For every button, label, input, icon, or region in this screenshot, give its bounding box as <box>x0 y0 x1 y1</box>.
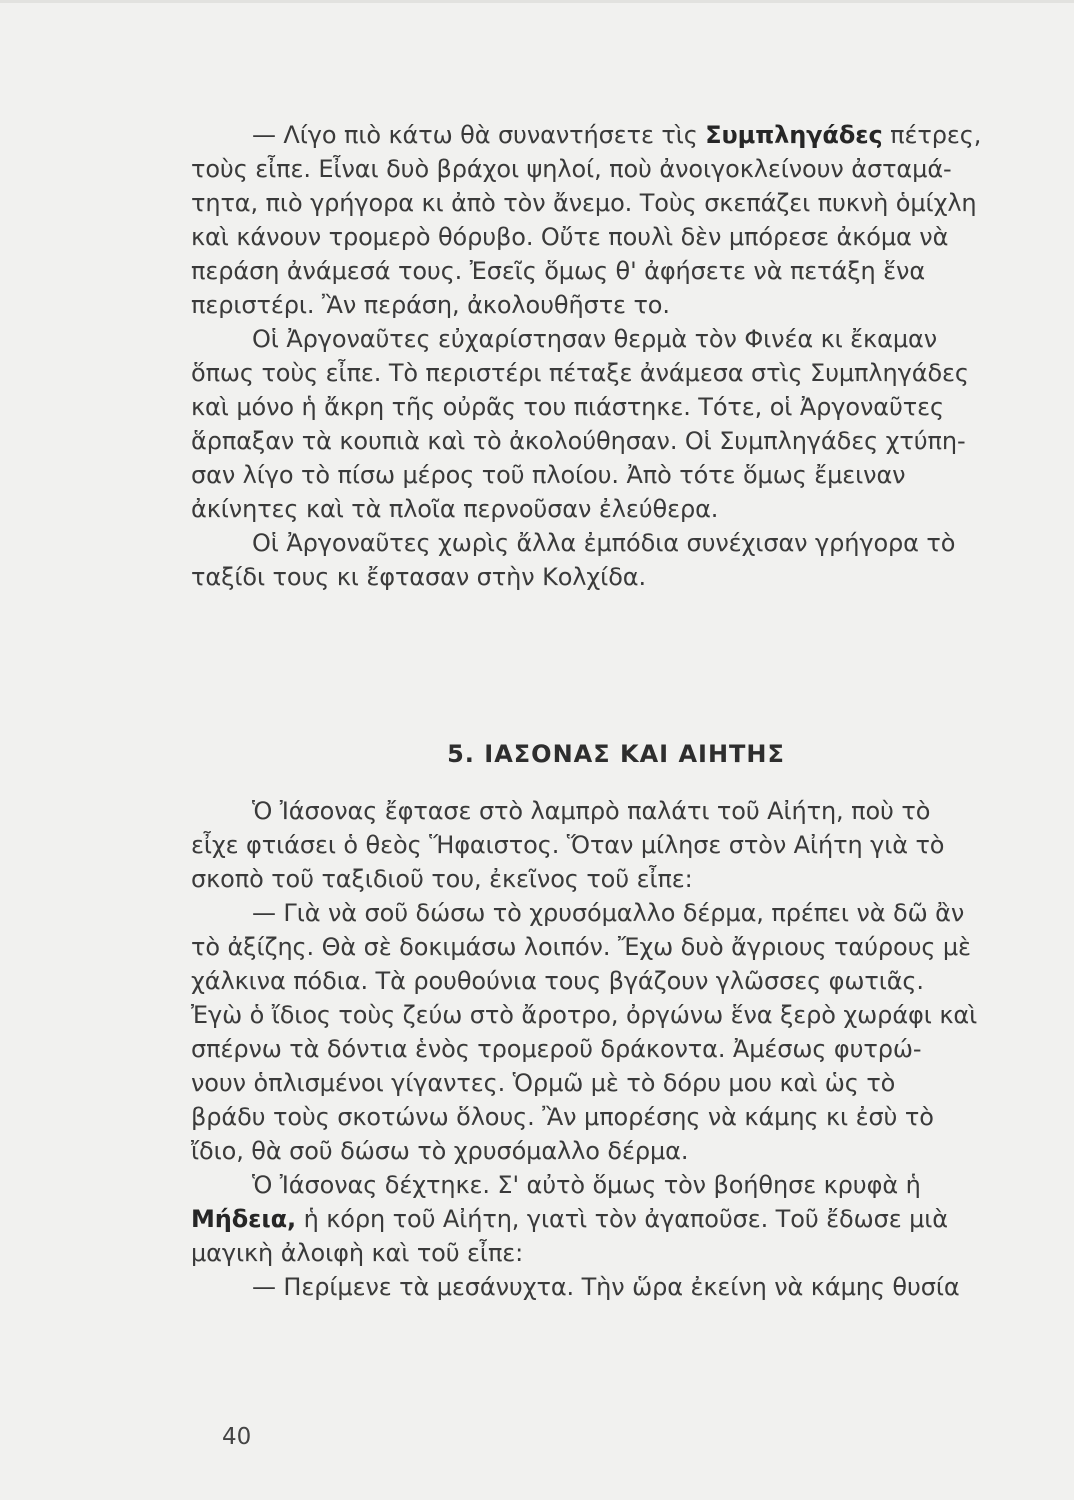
text-line: ἅρπαξαν τὰ κουπιὰ καὶ τὸ ἀκολούθησαν. Οἱ Συμπληγάδες χτύπη- <box>191 427 966 455</box>
text-line: Μήδεια, ἡ κόρη τοῦ Αἰήτη, γιατὶ τὸν ἀγαποῦσε. Τοῦ ἔδωσε μιὰ <box>191 1205 949 1233</box>
bold-term: Μήδεια, <box>191 1205 297 1233</box>
text-line: ἀκίνητες καὶ τὰ πλοῖα περνοῦσαν ἐλεύθερα. <box>191 495 719 523</box>
text-line: εἶχε φτιάσει ὁ θεὸς Ἥφαιστος. Ὅταν μίλησε στὸν Αἰήτη γιὰ τὸ <box>191 831 945 859</box>
text-line: — Περίμενε τὰ μεσάνυχτα. Τὴν ὥρα ἐκείνη νὰ κάμης θυσία <box>252 1273 960 1301</box>
text-line: Οἱ Ἀργοναῦτες εὐχαρίστησαν θερμὰ τὸν Φινέα κι ἔκαμαν <box>252 325 938 353</box>
scan-edge <box>0 0 1074 3</box>
text-line: Οἱ Ἀργοναῦτες χωρὶς ἄλλα ἐμπόδια συνέχισαν γρήγορα τὸ <box>252 529 956 557</box>
text-line: καὶ κάνουν τρομερὸ θόρυβο. Οὔτε πουλὶ δὲν μπόρεσε ἀκόμα νὰ <box>191 223 949 251</box>
top-text-block <box>191 118 1041 594</box>
text-line: περιστέρι. Ἂν περάση, ἀκολουθῆστε το. <box>191 291 670 319</box>
page-number: 40 <box>222 1424 252 1450</box>
text-line: σκοπὸ τοῦ ταξιδιοῦ του, ἐκεῖνος τοῦ εἶπε: <box>191 865 693 893</box>
text-line: Ὁ Ἰάσονας δέχτηκε. Σ' αὐτὸ ὅμως τὸν βοήθησε κρυφὰ ἡ <box>252 1171 921 1199</box>
text-line: χάλκινα πόδια. Τὰ ρουθούνια τους βγάζουν γλῶσσες φωτιᾶς. <box>191 967 924 995</box>
text-line: σπέρνω τὰ δόντια ἑνὸς τρομεροῦ δράκοντα. Ἀμέσως φυτρώ- <box>191 1035 922 1063</box>
text-line: ἴδιο, θὰ σοῦ δώσω τὸ χρυσόμαλλο δέρμα. <box>191 1137 689 1165</box>
text-line: νουν ὁπλισμένοι γίγαντες. Ὁρμῶ μὲ τὸ δόρυ μου καὶ ὡς τὸ <box>191 1069 896 1097</box>
text-line: βράδυ τοὺς σκοτώνω ὅλους. Ἂν μπορέσης νὰ κάμης κι ἐσὺ τὸ <box>191 1103 934 1131</box>
text-line: ὅπως τοὺς εἶπε. Τὸ περιστέρι πέταξε ἀνάμεσα στὶς Συμπληγάδες <box>191 359 969 387</box>
text-line: τὸ ἀξίζης. Θὰ σὲ δοκιμάσω λοιπόν. Ἔχω δυὸ ἄγριους ταύρους μὲ <box>191 933 971 961</box>
bold-term: Συμπληγάδες <box>705 121 883 149</box>
text-line: μαγικὴ ἀλοιφὴ καὶ τοῦ εἶπε: <box>191 1239 524 1267</box>
chapter-title: 5. ΙΑΣΟΝΑΣ ΚΑΙ ΑΙΗΤΗΣ <box>447 740 785 768</box>
text-line: — Γιὰ νὰ σοῦ δώσω τὸ χρυσόμαλλο δέρμα, πρέπει νὰ δῶ ἂν <box>252 899 965 927</box>
text-line: Ὁ Ἰάσονας ἔφτασε στὸ λαμπρὸ παλάτι τοῦ Αἰήτη, ποὺ τὸ <box>252 797 931 825</box>
text-line: ταξίδι τους κι ἔφτασαν στὴν Κολχίδα. <box>191 563 647 591</box>
text-line: περάση ἀνάμεσά τους. Ἐσεῖς ὅμως θ' ἀφήσετε νὰ πετάξη ἕνα <box>191 257 926 285</box>
text-line: σαν λίγο τὸ πίσω μέρος τοῦ πλοίου. Ἀπὸ τότε ὅμως ἔμειναν <box>191 461 906 489</box>
text-line: τοὺς εἶπε. Εἶναι δυὸ βράχοι ψηλοί, ποὺ ἀνοιγοκλείνουν ἀσταμά- <box>191 155 952 183</box>
text-line: — Λίγο πιὸ κάτω θὰ συναντήσετε τὶς Συμπληγάδες πέτρες, <box>252 121 982 149</box>
text-line: Ἐγὼ ὁ ἴδιος τοὺς ζεύω στὸ ἄροτρο, ὀργώνω ἕνα ξερὸ χωράφι καὶ <box>191 1001 978 1029</box>
text-area <box>191 118 1041 1301</box>
text-line: καὶ μόνο ἡ ἄκρη τῆς οὐρᾶς του πιάστηκε. Τότε, οἱ Ἀργοναῦτες <box>191 393 944 421</box>
text-line: τητα, πιὸ γρήγορα κι ἀπὸ τὸν ἄνεμο. Τοὺς σκεπάζει πυκνὴ ὁμίχλη <box>191 189 977 217</box>
bottom-text-block <box>191 794 1041 1304</box>
